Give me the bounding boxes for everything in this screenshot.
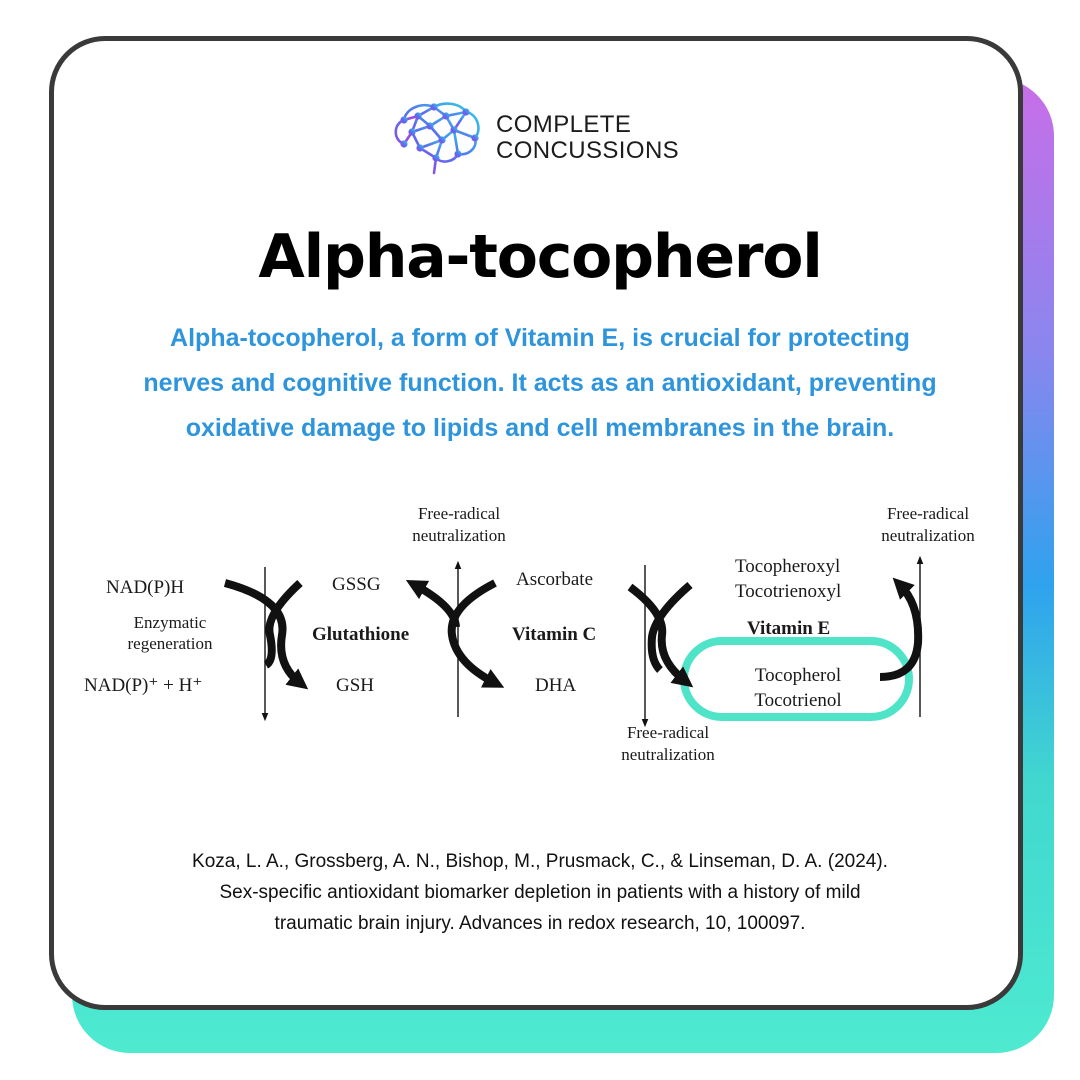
gsh-label: GSH — [336, 675, 375, 696]
brain-network-icon — [390, 100, 482, 175]
intro-line-2: nerves and cognitive function. It acts as an antioxidant, preventing — [143, 369, 937, 397]
intro-line-1: Alpha-tocopherol, a form of Vitamin E, is crucial for protecting — [170, 324, 910, 352]
free-radical-2-line-1: Free-radical — [626, 723, 710, 742]
vitamin-c-cross-arrow-b — [652, 585, 690, 670]
nadph-label: NAD(P)H — [106, 577, 185, 598]
antioxidant-cycle-diagram — [70, 495, 1010, 775]
brand-name-line-1: COMPLETE — [496, 111, 632, 138]
tocotrienol-label: Tocotrienol — [754, 690, 842, 711]
brand-name-line-2: CONCUSSIONS — [496, 137, 680, 164]
enzymatic-label-line-2: regeneration — [127, 634, 213, 653]
nadp-plus-label: NAD(P)⁺ + H⁺ — [84, 675, 203, 696]
intro-line-3: oxidative damage to lipids and cell membranes in the brain. — [185, 414, 895, 442]
tocopherol-label: Tocopherol — [754, 665, 842, 686]
free-radical-2-line-2: neutralization — [621, 745, 715, 764]
page-title: Alpha-tocopherol — [258, 222, 822, 292]
brand-name — [496, 112, 679, 164]
free-radical-3-line-1: Free-radical — [886, 504, 970, 523]
tocotrienoxyl-label: Tocotrienoxyl — [735, 581, 842, 602]
dha-label: DHA — [535, 675, 577, 696]
gssg-label: GSSG — [332, 574, 381, 595]
free-radical-1-line-1: Free-radical — [417, 504, 501, 523]
intro-paragraph — [85, 316, 995, 451]
citation-line-1: Koza, L. A., Grossberg, A. N., Bishop, M., Prusmack, C., & Linseman, D. A. (2024). — [192, 851, 888, 872]
citation-line-2: Sex-specific antioxidant biomarker depletion in patients with a history of mild — [219, 882, 861, 903]
free-radical-3-line-2: neutralization — [881, 526, 975, 545]
free-radical-1-line-2: neutralization — [412, 526, 506, 545]
ascorbate-label: Ascorbate — [516, 569, 594, 590]
citation-line-3: traumatic brain injury. Advances in redox research, 10, 100097. — [274, 913, 806, 934]
vitamin-e-label: Vitamin E — [747, 618, 831, 639]
brand-logo — [390, 100, 710, 175]
enzymatic-label-line-1: Enzymatic — [133, 613, 207, 632]
tocopheroxyl-label: Tocopheroxyl — [735, 556, 841, 577]
citation — [90, 846, 990, 939]
glutathione-label: Glutathione — [312, 624, 410, 645]
vitamin-c-label: Vitamin C — [512, 624, 597, 645]
vitamin-e-return-arrow — [880, 585, 918, 677]
